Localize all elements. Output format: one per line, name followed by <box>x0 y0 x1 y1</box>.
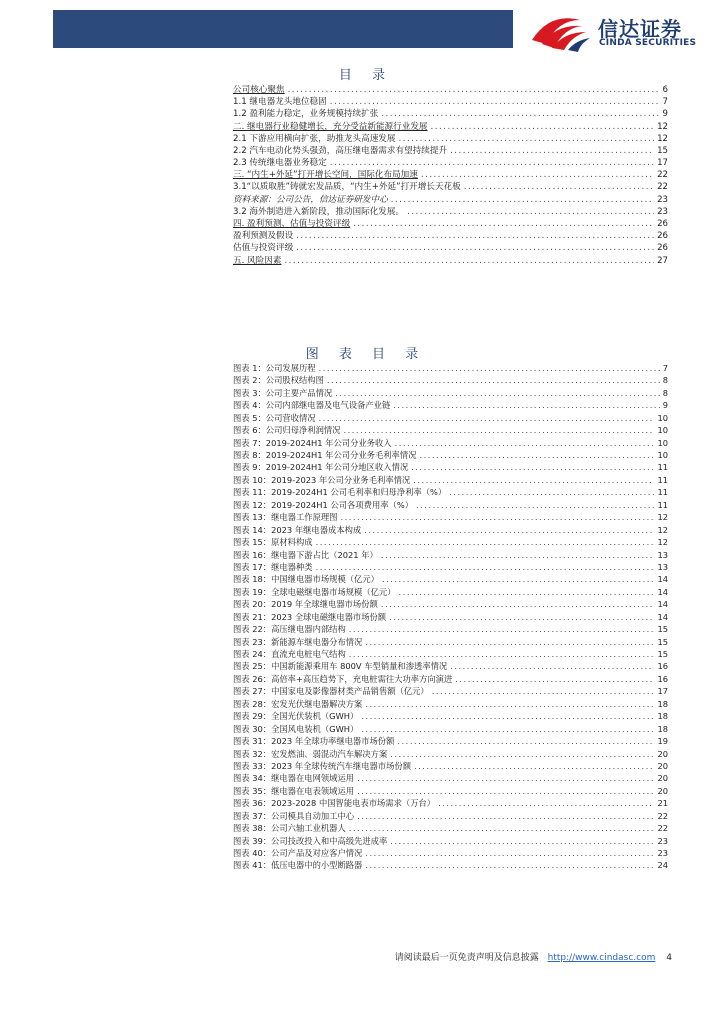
dot-leader <box>365 859 654 871</box>
figure-entry-title: 图表 31：2023 年全球功率继电器市场份额 <box>233 736 395 747</box>
figure-entry-title: 图表 12：2019-2024H1 公司各项费用率（%） <box>233 499 414 510</box>
figure-entry-page: 12 <box>657 512 668 523</box>
toc-entry-page: 26 <box>657 219 668 230</box>
figure-entry-page: 16 <box>657 673 668 684</box>
footer-disclaimer: 请阅读最后一页免责声明及信息披露 <box>394 953 539 963</box>
figure-entry-title: 图表 37：公司模具自动加工中心 <box>233 810 355 821</box>
figure-entry-page: 7 <box>662 362 668 373</box>
dot-leader <box>284 255 654 267</box>
toc-entry-page: 23 <box>657 194 668 205</box>
figure-entry-page: 12 <box>657 524 668 535</box>
figure-entry-title: 图表 28：宏发光伏继电器解决方案 <box>233 698 363 709</box>
figure-entry-page: 22 <box>657 810 668 821</box>
figure-entry[interactable] <box>233 685 668 697</box>
toc-entry-title: 2.2 汽车电动化势头强劲，高压继电器需求有望持续提升 <box>233 145 448 156</box>
toc-entry-page: 12 <box>657 121 668 132</box>
dot-leader <box>288 84 660 96</box>
figure-entry[interactable] <box>233 636 668 648</box>
figure-entry-title: 图表 11：2019-2024H1 公司毛利率和归母净利率（%） <box>233 487 447 498</box>
figure-entry[interactable] <box>233 673 668 685</box>
toc-entry-title: 二. 继电器行业稳健增长，充分受益新能源行业发展 <box>233 121 428 132</box>
dot-leader <box>335 387 660 399</box>
figure-entry-title: 图表 10：2019-2023 年公司分业务毛利率情况 <box>233 474 411 485</box>
footer-website-link[interactable]: http://www.cindasc.com <box>547 953 656 963</box>
toc-entry-page: 6 <box>662 84 668 95</box>
toc-entry-title: 3.1“以质取胜”铸就宏发品质，“内生+外延”打开增长天花板 <box>233 182 461 193</box>
figure-entry-page: 11 <box>657 462 668 473</box>
logo-chinese-name: 信达证券 <box>598 17 682 41</box>
figure-entry-title: 图表 41：低压电器中的小型断路器 <box>233 860 363 871</box>
figure-entry[interactable] <box>233 661 668 673</box>
dot-leader <box>381 598 655 610</box>
dot-leader <box>349 623 655 635</box>
figure-entry[interactable] <box>233 785 668 797</box>
dot-leader <box>381 108 659 120</box>
figure-entry-page: 20 <box>657 785 668 796</box>
dot-leader <box>390 748 654 760</box>
figure-entry[interactable] <box>233 810 668 822</box>
dot-leader <box>361 723 654 735</box>
figure-entry-page: 21 <box>657 798 668 809</box>
figure-entry-page: 10 <box>657 450 668 461</box>
dot-leader <box>411 461 654 473</box>
figure-entry-page: 10 <box>657 425 668 436</box>
figure-entry-title: 图表 26：高倍率+高压趋势下，充电桩需往大功率方向演进 <box>233 673 453 684</box>
dot-leader <box>416 499 654 511</box>
figure-entry[interactable] <box>233 412 668 424</box>
dot-leader <box>296 242 654 254</box>
figure-entry-title: 图表 9：2019-2024H1 年公司分地区收入情况 <box>233 462 409 473</box>
figure-entry[interactable] <box>233 399 668 411</box>
figure-entry-page: 15 <box>657 624 668 635</box>
figure-entry-page: 15 <box>657 649 668 660</box>
figure-entry-page: 20 <box>657 760 668 771</box>
figure-entry[interactable] <box>233 835 668 847</box>
figure-list-title: 图 表 目 录 <box>305 347 427 362</box>
figure-entry-page: 19 <box>657 736 668 747</box>
figure-entry-title: 图表 4：公司内部继电器及电气设备产业链 <box>233 400 391 411</box>
dot-leader <box>365 698 654 710</box>
dot-leader <box>399 133 655 145</box>
figure-entry[interactable] <box>233 797 668 809</box>
figure-entry-page: 10 <box>657 437 668 448</box>
toc-entry[interactable] <box>233 218 668 230</box>
dot-leader <box>389 611 654 623</box>
figure-entry-page: 17 <box>657 686 668 697</box>
dot-leader <box>357 810 654 822</box>
toc-entry-page: 17 <box>657 158 668 169</box>
figure-entry-title: 图表 32：宏发燃油、弱混动汽车解决方案 <box>233 748 388 759</box>
figure-entry[interactable] <box>233 611 668 623</box>
figure-entry-title: 图表 33：2023 年全球传统汽车继电器市场份额 <box>233 760 411 771</box>
figure-entry-title: 图表 21：2023 全球电磁继电器市场份额 <box>233 611 387 622</box>
figure-entry-page: 11 <box>657 474 668 485</box>
figure-entry-page: 24 <box>657 860 668 871</box>
figure-entry-page: 23 <box>657 848 668 859</box>
dot-leader <box>421 169 654 181</box>
dot-leader <box>357 772 654 784</box>
figure-entry-page: 12 <box>657 537 668 548</box>
dot-leader <box>414 760 654 772</box>
figure-entry[interactable] <box>233 462 668 474</box>
figure-entry[interactable] <box>233 561 668 573</box>
figure-entry[interactable] <box>233 598 668 610</box>
toc-entry[interactable] <box>233 157 668 169</box>
dot-leader <box>391 194 654 206</box>
figure-entry[interactable] <box>233 437 668 449</box>
toc-entry[interactable] <box>233 206 668 218</box>
toc-entry-title: 四. 盈利预测、估值与投资评级 <box>233 219 351 230</box>
toc-entry[interactable] <box>233 194 668 206</box>
figure-entry-page: 22 <box>657 823 668 834</box>
figure-entry-title: 图表 20：2019 年全球继电器市场份额 <box>233 599 378 610</box>
dot-leader <box>381 549 655 561</box>
dot-leader <box>316 561 655 573</box>
figure-entry-page: 14 <box>657 574 668 585</box>
footer <box>0 950 672 963</box>
toc-entry-title: 估值与投资评级 <box>233 243 294 254</box>
figure-entry-page: 23 <box>657 835 668 846</box>
figure-entry[interactable] <box>233 474 668 486</box>
figure-entry-page: 8 <box>662 387 668 398</box>
figure-entry-title: 图表 39：公司技改投入和中高级先进成率 <box>233 835 388 846</box>
dot-leader <box>449 486 654 498</box>
figure-entry-title: 图表 40：公司产品及对应客户情况 <box>233 848 363 859</box>
figure-entry[interactable] <box>233 449 668 461</box>
dot-leader <box>419 449 654 461</box>
figure-entry-title: 图表 14：2023 年继电器成本构成 <box>233 524 362 535</box>
toc-entry-page: 9 <box>662 109 668 120</box>
toc-entry[interactable] <box>233 145 668 157</box>
toc-entry-title: 盈利预测及假设 <box>233 231 294 242</box>
toc-entry-title: 公司核心聚焦 <box>233 84 285 95</box>
toc-entry-page: 27 <box>657 255 668 266</box>
toc-entry-title: 2.3 传统继电器业务稳定 <box>233 158 327 169</box>
figure-entry-title: 图表 1：公司发展历程 <box>233 362 316 373</box>
figure-entry-title: 图表 5：公司营收情况 <box>233 412 316 423</box>
figure-entry-title: 图表 7：2019-2024H1 年公司分业务收入 <box>233 437 392 448</box>
dot-leader <box>349 648 655 660</box>
figure-entry-page: 9 <box>662 400 668 411</box>
toc-entry[interactable] <box>233 84 668 96</box>
toc-title: 目 录 <box>338 68 394 83</box>
figure-entry-page: 20 <box>657 748 668 759</box>
figure-entry[interactable] <box>233 760 668 772</box>
dot-leader <box>431 121 655 133</box>
dot-leader <box>316 536 655 548</box>
dot-leader <box>330 96 660 108</box>
toc-entry-page: 22 <box>657 170 668 181</box>
figure-entry-page: 11 <box>657 487 668 498</box>
figure-entry-page: 20 <box>657 773 668 784</box>
header-bar <box>53 10 513 48</box>
figure-entry[interactable] <box>233 573 668 585</box>
figure-entry[interactable] <box>233 710 668 722</box>
figure-entry-title: 图表 18：中国继电器市场规模（亿元） <box>233 574 379 585</box>
figure-entry-title: 图表 3：公司主要产品情况 <box>233 387 333 398</box>
figure-entry-title: 图表 19：全球电磁继电器市场规模（亿元） <box>233 586 396 597</box>
toc-entry-title: 五. 风险因素 <box>233 255 282 266</box>
figure-entry[interactable] <box>233 374 668 386</box>
figure-entry[interactable] <box>233 735 668 747</box>
figure-entry[interactable] <box>233 424 668 436</box>
dot-leader <box>296 230 654 242</box>
figure-entry[interactable] <box>233 486 668 498</box>
figure-entry[interactable] <box>233 748 668 760</box>
figure-entry[interactable] <box>233 549 668 561</box>
toc-entry[interactable] <box>233 182 668 194</box>
figure-entry-page: 11 <box>657 499 668 510</box>
toc-entry-title: 2.1 下游应用横向扩张，助推龙头高速发展 <box>233 133 396 144</box>
dot-leader <box>361 710 654 722</box>
figure-entry-title: 图表 36：2023-2028 中国智能电表市场需求（万台） <box>233 798 436 809</box>
dot-leader <box>393 399 659 411</box>
toc-entry-page: 22 <box>657 182 668 193</box>
dot-leader <box>365 847 654 859</box>
figure-entry-title: 图表 35：继电器在电表领域运用 <box>233 785 355 796</box>
toc-entry[interactable] <box>233 242 668 254</box>
page-number: 4 <box>666 953 672 963</box>
figure-entry[interactable] <box>233 524 668 536</box>
dot-leader <box>330 157 654 169</box>
figure-entry-page: 8 <box>662 375 668 386</box>
dot-leader <box>450 660 654 672</box>
figure-entry-title: 图表 25：中国新能源乘用车 800V 车型销量和渗透率情况 <box>233 661 448 672</box>
figure-entry-page: 18 <box>657 711 668 722</box>
toc-entry-page: 26 <box>657 243 668 254</box>
dot-leader <box>357 785 654 797</box>
dot-leader <box>455 673 654 685</box>
figure-entry[interactable] <box>233 499 668 511</box>
toc-entry[interactable] <box>233 96 668 108</box>
figure-entry-page: 18 <box>657 698 668 709</box>
toc-entry-title: 1.1 继电器龙头地位稳固 <box>233 97 327 108</box>
figure-entry-page: 18 <box>657 723 668 734</box>
figure-entry-page: 16 <box>657 661 668 672</box>
figure-entry[interactable] <box>233 822 668 834</box>
figure-entry-page: 10 <box>657 412 668 423</box>
dot-leader <box>365 636 654 648</box>
figure-entry-title: 图表 15：原材料构成 <box>233 537 313 548</box>
toc-entry[interactable] <box>233 108 668 120</box>
figure-entry[interactable] <box>233 723 668 735</box>
toc-entry-title: 1.2 盈利能力稳定，业务规模持续扩张 <box>233 109 379 120</box>
figure-entry-title: 图表 22：高压继电器内部结构 <box>233 624 346 635</box>
figure-entry[interactable] <box>233 648 668 660</box>
dot-leader <box>319 362 660 374</box>
figure-entry-title: 图表 2：公司股权结构图 <box>233 375 324 386</box>
dot-leader <box>450 145 654 157</box>
figure-entry-page: 14 <box>657 611 668 622</box>
figure-entry-title: 图表 13：继电器工作原理图 <box>233 512 338 523</box>
toc-entry-title: 三. “内生+外延”打开增长空间，国际化布局加速 <box>233 170 418 181</box>
figure-entry-title: 图表 38：公司六轴工业机器人 <box>233 823 346 834</box>
figure-entry-title: 图表 30：全国风电装机（GWH） <box>233 723 359 734</box>
toc-entry-page: 7 <box>662 97 668 108</box>
figure-entry-page: 14 <box>657 586 668 597</box>
toc-list <box>233 84 668 267</box>
toc-entry[interactable] <box>233 121 668 133</box>
toc-entry-title: 资料来源：公司公告，信达证券研发中心 <box>233 194 388 205</box>
figure-entry[interactable] <box>233 387 668 399</box>
dot-leader <box>382 573 654 585</box>
figure-entry-title: 图表 27：中国家电及影像器材类产品销售额（亿元） <box>233 686 429 697</box>
toc-entry-page: 12 <box>657 133 668 144</box>
toc-entry[interactable] <box>233 169 668 181</box>
figure-entry[interactable] <box>233 536 668 548</box>
figure-list <box>233 362 668 872</box>
toc-entry-page: 26 <box>657 231 668 242</box>
figure-entry-title: 图表 8：2019-2024H1 年公司分业务毛利率情况 <box>233 450 417 461</box>
logo-english-name: CINDA SECURITIES <box>599 38 697 48</box>
figure-entry-page: 15 <box>657 636 668 647</box>
figure-entry-title: 图表 6：公司归母净利润情况 <box>233 425 341 436</box>
toc-entry-title: 3.2 海外制造进入新阶段，推动国际化发展。 <box>233 206 405 217</box>
dot-leader <box>390 835 654 847</box>
toc-entry[interactable] <box>233 255 668 267</box>
dot-leader <box>343 424 654 436</box>
dot-leader <box>349 822 655 834</box>
figure-entry[interactable] <box>233 623 668 635</box>
figure-entry[interactable] <box>233 860 668 872</box>
figure-entry-title: 图表 34：继电器在电网领域运用 <box>233 773 355 784</box>
dot-leader <box>413 474 654 486</box>
dot-leader <box>397 735 654 747</box>
dot-leader <box>432 685 655 697</box>
figure-entry-title: 图表 24：直流充电桩电气结构 <box>233 649 346 660</box>
figure-entry[interactable] <box>233 362 668 374</box>
figure-entry[interactable] <box>233 586 668 598</box>
figure-entry[interactable] <box>233 772 668 784</box>
dot-leader <box>327 374 660 386</box>
dot-leader <box>407 206 654 218</box>
figure-entry[interactable] <box>233 511 668 523</box>
figure-entry-title: 图表 16：继电器下游占比（2021 年） <box>233 549 378 560</box>
cinda-logo <box>528 12 708 52</box>
figure-entry[interactable] <box>233 698 668 710</box>
cinda-emblem-icon <box>528 10 592 52</box>
toc-entry[interactable] <box>233 133 668 145</box>
figure-entry[interactable] <box>233 847 668 859</box>
toc-entry[interactable] <box>233 230 668 242</box>
figure-entry-title: 图表 29：全国光伏装机（GWH） <box>233 711 359 722</box>
dot-leader <box>340 511 654 523</box>
figure-entry-page: 13 <box>657 561 668 572</box>
figure-entry-title: 图表 23：新能源车继电器分布情况 <box>233 636 363 647</box>
dot-leader <box>399 586 655 598</box>
dot-leader <box>395 437 655 449</box>
figure-entry-page: 14 <box>657 599 668 610</box>
toc-entry-page: 23 <box>657 206 668 217</box>
dot-leader <box>438 797 654 809</box>
figure-entry-page: 13 <box>657 549 668 560</box>
dot-leader <box>353 218 654 230</box>
dot-leader <box>364 524 654 536</box>
figure-entry-title: 图表 17：继电器种类 <box>233 561 313 572</box>
dot-leader <box>319 412 655 424</box>
dot-leader <box>464 181 654 193</box>
toc-entry-page: 15 <box>657 145 668 156</box>
